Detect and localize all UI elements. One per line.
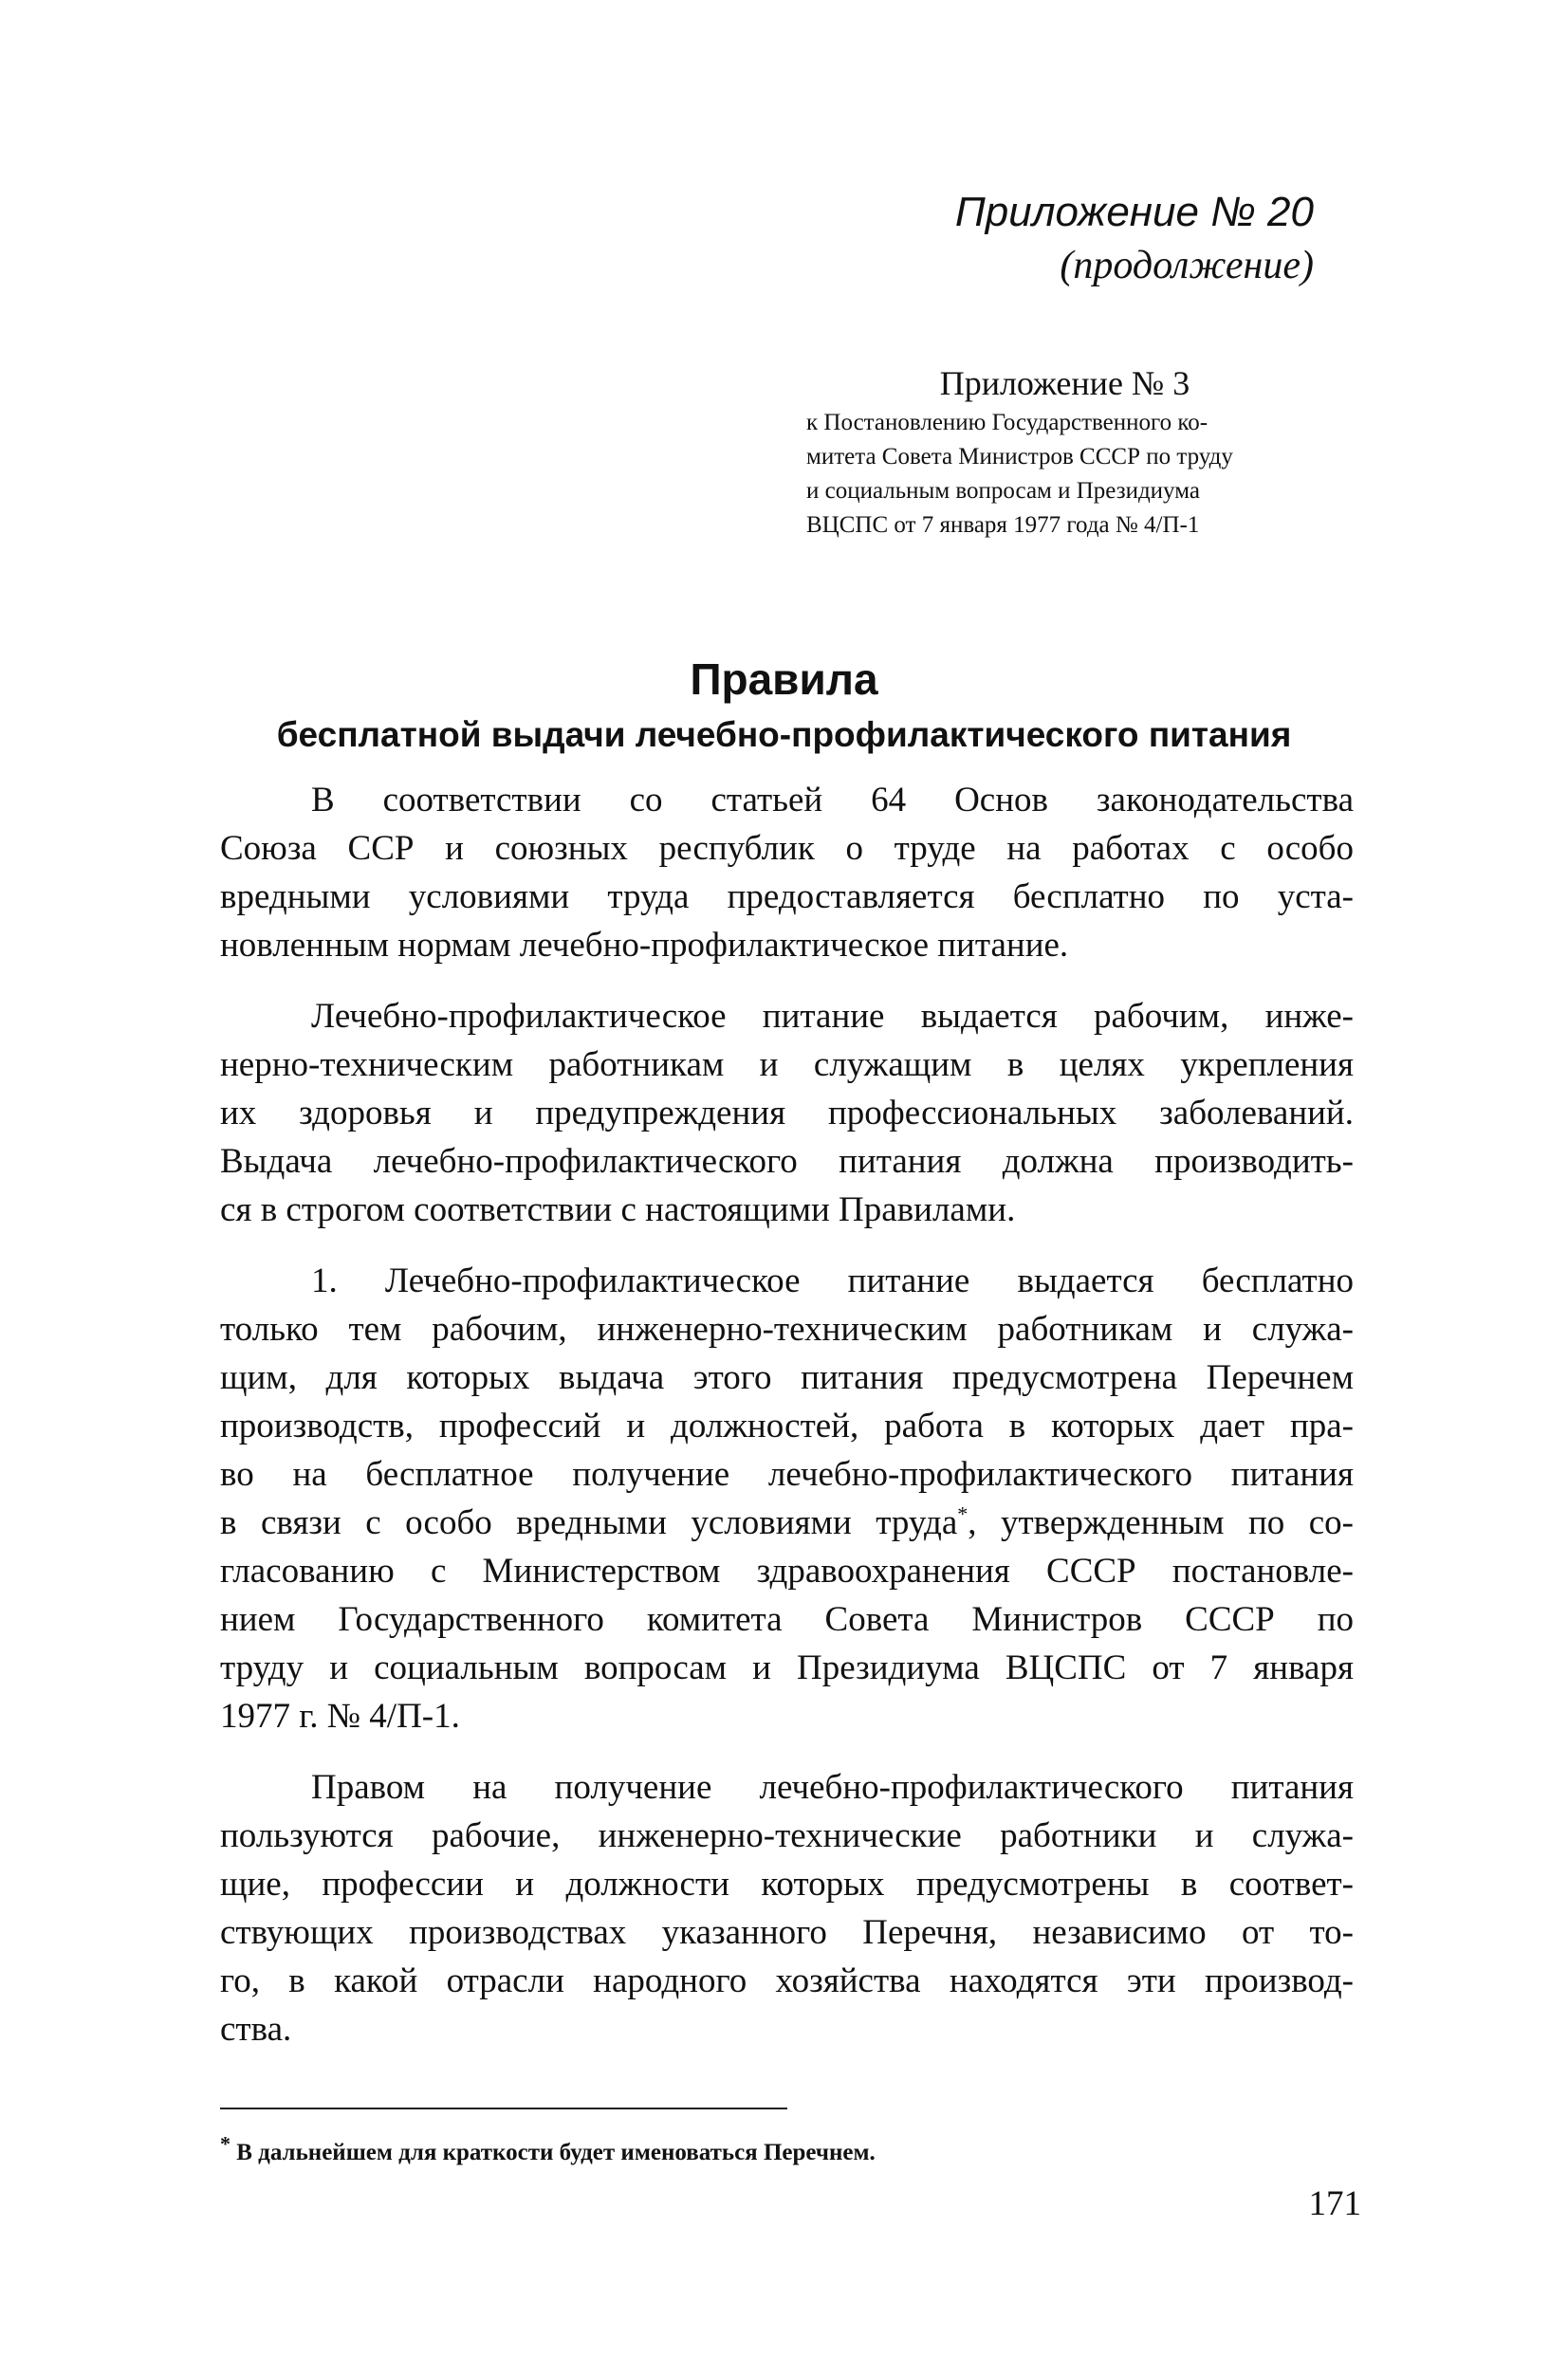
text-line: щие, профессии и должности которых предусмотрены в соответ- [220, 1865, 1354, 1904]
text-line: щим, для которых выдача этого питания предусмотрена Перечнем [220, 1358, 1354, 1397]
paragraph-4 [220, 1763, 1354, 2053]
text-line: гласованию с Министерством здравоохранения СССР постановле- [220, 1552, 1354, 1591]
reference-body [806, 406, 1323, 543]
text-line: Правом на получение лечебно-профилактического питания [311, 1768, 1354, 1807]
text-line-with-footnote [220, 1499, 1354, 1547]
reference-title: Приложение № 3 [939, 364, 1190, 402]
footnote-divider [220, 2108, 787, 2109]
text-line: ся в строгом соответствии с настоящими Правилами. [220, 1190, 1016, 1229]
rules-subtitle: бесплатной выдачи лечебно-профилактического питания [276, 715, 1292, 754]
page-number: 171 [1308, 2184, 1361, 2223]
paragraph-1 [220, 776, 1354, 969]
text-line: их здоровья и предупреждения профессиональных заболеваний. [220, 1094, 1354, 1132]
rules-title: Правила [690, 654, 878, 704]
text-line: пользуются рабочие, инженерно-технические работники и служа- [220, 1816, 1354, 1855]
text-segment: в связи с особо вредными условиями труда [220, 1503, 958, 1542]
footnote-text: В дальнейшем для краткости будет именоваться Перечнем. [231, 2140, 876, 2165]
footnote [220, 2131, 876, 2170]
text-line: Выдача лечебно-профилактического питания должна производить- [220, 1142, 1354, 1181]
text-line: ства. [220, 2010, 292, 2049]
reference-line: и социальным вопросам и Президиума [806, 478, 1200, 504]
text-line: го, в какой отрасли народного хозяйства находятся эти производ- [220, 1961, 1354, 2000]
paragraph-3 [220, 1257, 1354, 1740]
document-body [220, 776, 1354, 2076]
text-line: труду и социальным вопросам и Президиума ВЦСПС от 7 января [220, 1648, 1354, 1687]
text-line: 1977 г. № 4/П-1. [220, 1697, 460, 1736]
text-line: Лечебно-профилактическое питание выдается рабочим, инже- [311, 997, 1354, 1036]
text-line: В соответствии со статьей 64 Основ законодательства [311, 781, 1354, 819]
text-line: вредными условиями труда предоставляется бесплатно по уста- [220, 877, 1354, 916]
text-line: нием Государственного комитета Совета Министров СССР по [220, 1600, 1354, 1639]
text-line: ствующих производствах указанного Перечня, независимо от то- [220, 1913, 1354, 1952]
appendix-subtitle: (продолжение) [1060, 244, 1314, 287]
paragraph-2 [220, 992, 1354, 1234]
text-line: новленным нормам лечебно-профилактическое питание. [220, 926, 1069, 965]
footnote-mark: * [957, 1501, 968, 1526]
text-line: 1. Лечебно-профилактическое питание выдается бесплатно [311, 1261, 1354, 1300]
text-line: производств, профессий и должностей, работа в которых дает пра- [220, 1407, 1354, 1445]
footnote-mark: * [220, 2131, 231, 2156]
text-segment: , утвержденным по со- [968, 1503, 1354, 1542]
appendix-header [955, 186, 1314, 292]
reference-line: к Постановлению Государственного ко- [806, 410, 1208, 435]
text-line: во на бесплатное получение лечебно-профилактического питания [220, 1455, 1354, 1494]
appendix-title: Приложение № 20 [954, 189, 1314, 235]
text-line: нерно-техническим работникам и служащим в целях укрепления [220, 1045, 1354, 1084]
reference-line: ВЦСПС от 7 января 1977 года № 4/П-1 [806, 512, 1200, 538]
reference-line: митета Совета Министров СССР по труду [806, 444, 1233, 469]
text-line: только тем рабочим, инженерно-техническим работникам и служа- [220, 1310, 1354, 1349]
text-line: Союза ССР и союзных республик о труде на работах с особо [220, 829, 1354, 868]
reference-block [806, 362, 1323, 543]
